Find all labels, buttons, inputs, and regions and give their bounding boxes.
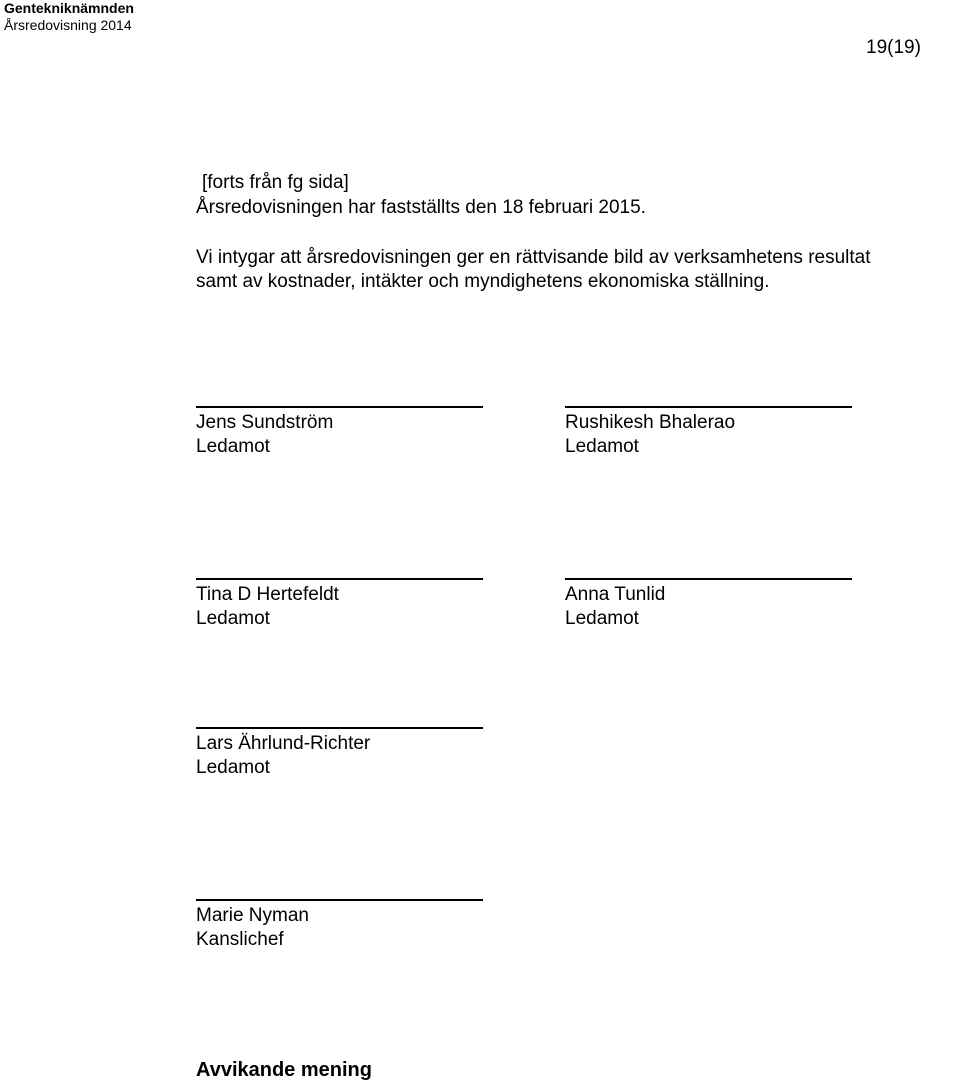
organization-name: Gentekniknämnden	[4, 0, 134, 16]
signature-block	[565, 578, 852, 631]
signature-block	[196, 899, 483, 952]
signatory-role: Ledamot	[565, 608, 639, 629]
signatory-role: Ledamot	[196, 436, 270, 457]
signature-line	[196, 727, 483, 729]
signature-line	[196, 899, 483, 901]
dissent-heading: Avvikande mening	[196, 1059, 372, 1081]
signature-block	[565, 406, 852, 459]
certification-line: Vi intygar att årsredovisningen ger en rättvisande bild av verksamhetens resultat	[196, 247, 871, 268]
signatory-role: Ledamot	[196, 608, 270, 629]
signature-line	[196, 578, 483, 580]
page-number: 19(19)	[866, 37, 921, 58]
signature-line	[565, 406, 852, 408]
continued-note: [forts från fg sida]	[202, 172, 349, 193]
signatory-name: Rushikesh Bhalerao	[565, 412, 736, 433]
signatory-role: Kanslichef	[196, 929, 284, 950]
certification-paragraph	[196, 246, 956, 294]
signatory-name: Tina D Hertefeldt	[196, 584, 339, 605]
signatory-name: Jens Sundström	[196, 412, 334, 433]
signatory-name: Anna Tunlid	[565, 584, 666, 605]
signature-block	[196, 727, 483, 780]
signature-block	[196, 406, 483, 459]
signature-block	[196, 578, 483, 631]
established-statement: Årsredovisningen har fastställts den 18 februari 2015.	[196, 197, 646, 218]
signatory-name: Lars Ährlund-Richter	[196, 733, 371, 754]
signatory-role: Ledamot	[196, 757, 270, 778]
signatory-name: Marie Nyman	[196, 905, 309, 926]
report-title: Årsredovisning 2014	[4, 17, 132, 33]
certification-line: samt av kostnader, intäkter och myndighetens ekonomiska ställning.	[196, 271, 770, 292]
signatory-role: Ledamot	[565, 436, 639, 457]
signature-line	[565, 578, 852, 580]
signature-line	[196, 406, 483, 408]
